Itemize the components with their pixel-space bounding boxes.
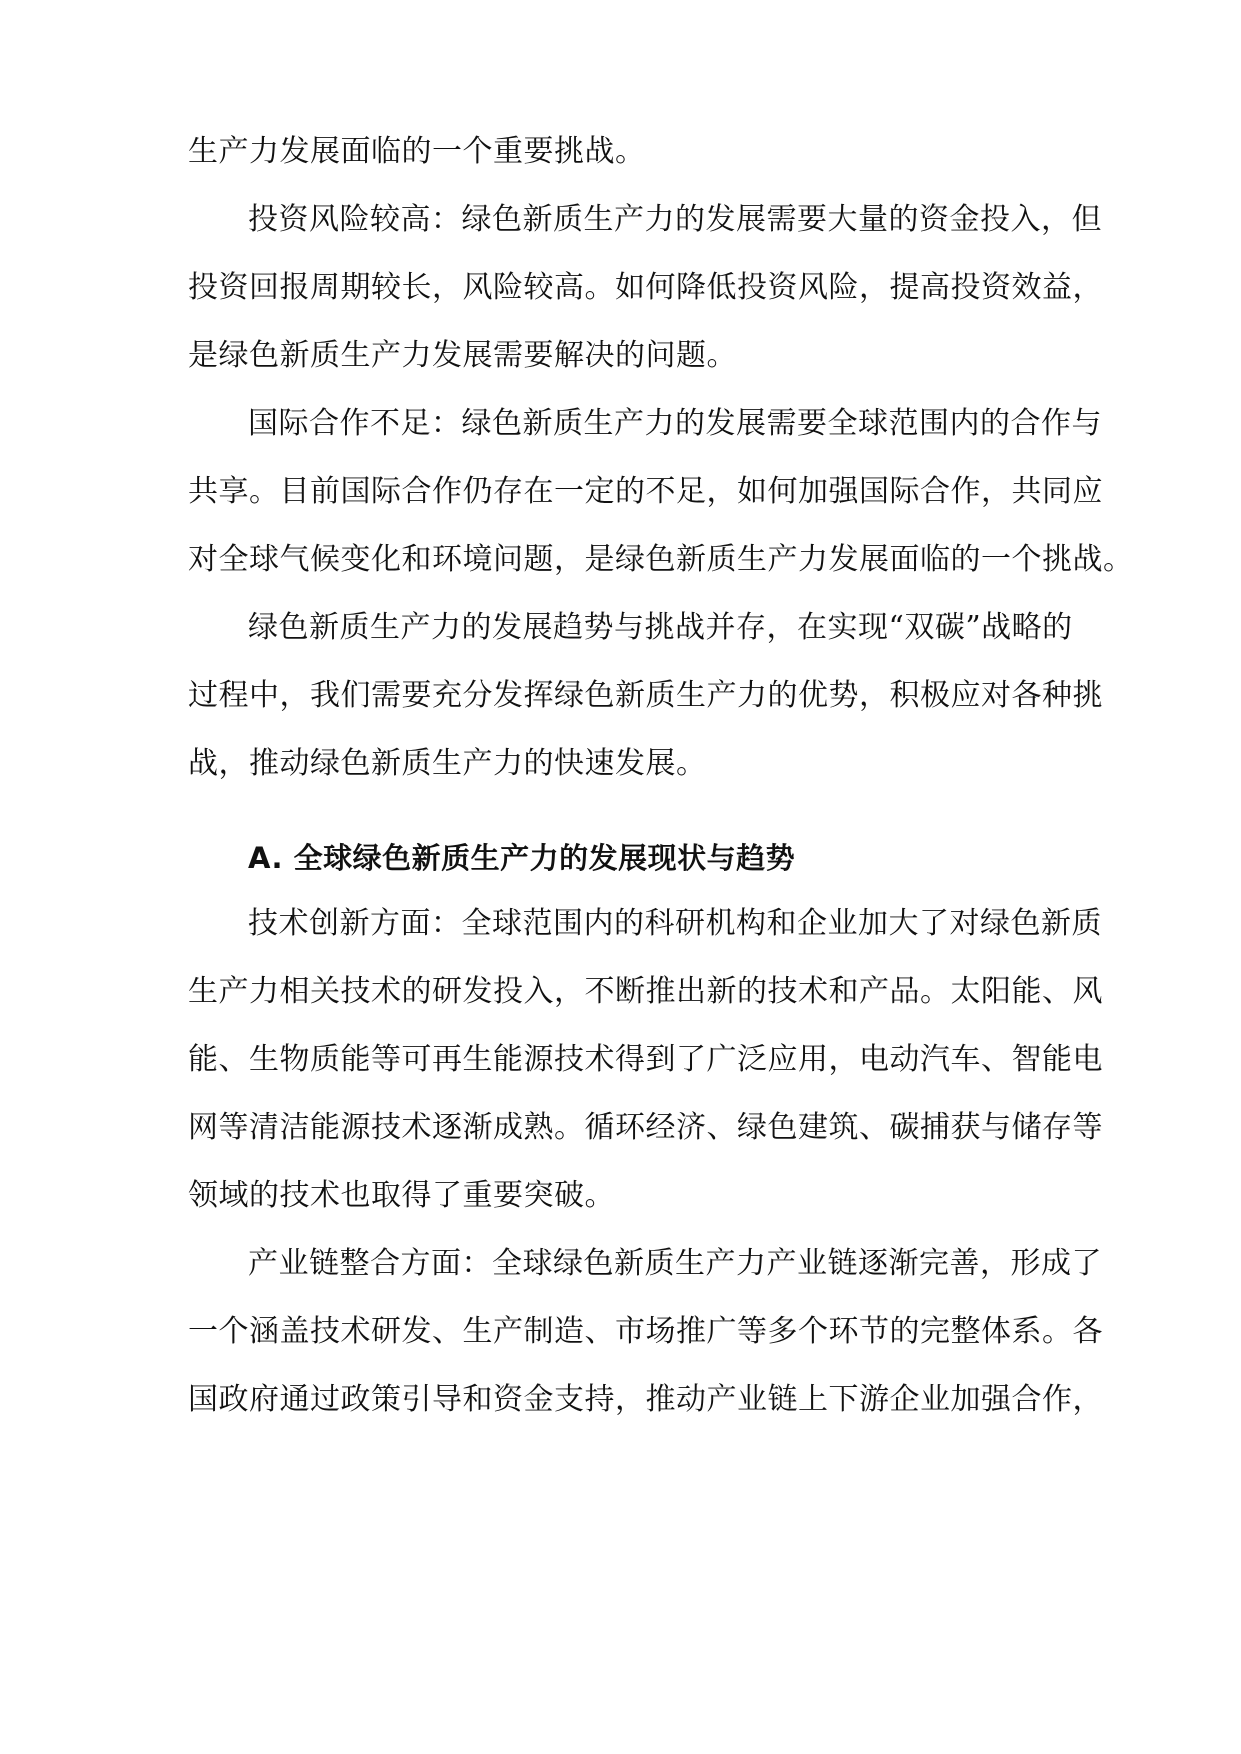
paragraph-line: 绿色新质生产力的发展趋势与挑战并存，在实现“双碳”战略的	[248, 610, 1073, 645]
paragraph-line: 技术创新方面：全球范围内的科研机构和企业加大了对绿色新质	[248, 906, 1102, 941]
paragraph-line: 网等清洁能源技术逐渐成熟。循环经济、绿色建筑、碳捕获与储存等	[188, 1110, 1103, 1145]
paragraph-line: 生产力相关技术的研发投入，不断推出新的技术和产品。太阳能、风	[188, 974, 1103, 1009]
paragraph-line: 国政府通过政策引导和资金支持，推动产业链上下游企业加强合作，	[188, 1382, 1103, 1417]
paragraph-line: 一个涵盖技术研发、生产制造、市场推广等多个环节的完整体系。各	[188, 1314, 1103, 1349]
paragraph-line: 投资风险较高：绿色新质生产力的发展需要大量的资金投入，但	[248, 202, 1102, 237]
paragraph-line: 领域的技术也取得了重要突破。	[188, 1178, 615, 1213]
paragraph-line: 共享。目前国际合作仍存在一定的不足，如何加强国际合作，共同应	[188, 474, 1103, 509]
paragraph-line: 战，推动绿色新质生产力的快速发展。	[188, 746, 707, 781]
paragraph-line: 能、生物质能等可再生能源技术得到了广泛应用，电动汽车、智能电	[188, 1042, 1103, 1077]
paragraph-line: 国际合作不足：绿色新质生产力的发展需要全球范围内的合作与	[248, 406, 1102, 441]
paragraph-line: 是绿色新质生产力发展需要解决的问题。	[188, 338, 737, 373]
paragraph-line: 对全球气候变化和环境问题，是绿色新质生产力发展面临的一个挑战。	[188, 542, 1134, 577]
paragraph-line: 生产力发展面临的一个重要挑战。	[188, 134, 646, 169]
paragraph-line: 过程中，我们需要充分发挥绿色新质生产力的优势，积极应对各种挑	[188, 678, 1103, 713]
section-heading: A. 全球绿色新质生产力的发展现状与趋势	[248, 841, 796, 875]
paragraph-line: 投资回报周期较长，风险较高。如何降低投资风险，提高投资效益，	[188, 270, 1103, 305]
paragraph-line: 产业链整合方面：全球绿色新质生产力产业链逐渐完善，形成了	[248, 1246, 1102, 1281]
